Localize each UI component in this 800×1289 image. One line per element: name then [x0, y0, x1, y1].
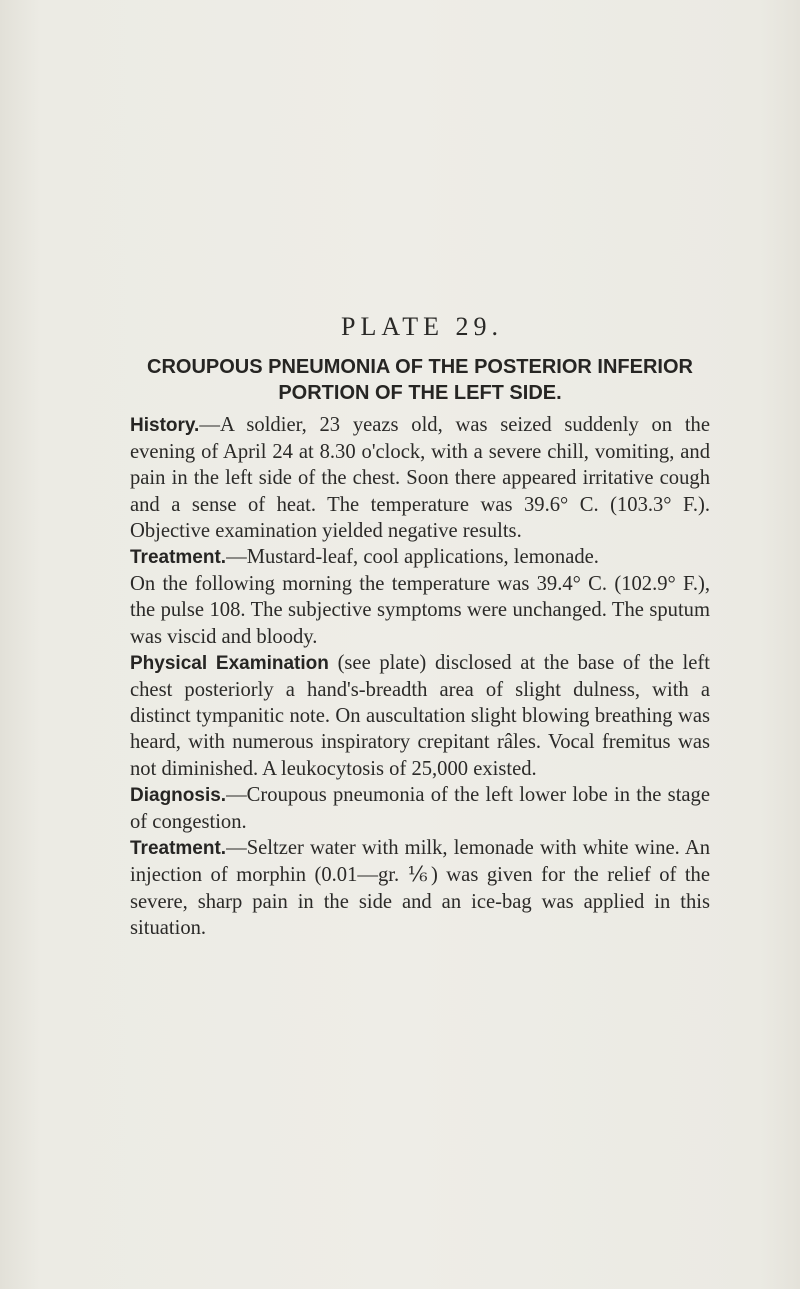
paragraph-diagnosis — [130, 782, 710, 835]
paragraph-text-treatment-2: —Seltzer water with milk, lemonade with white wine. An injection of morphin (0.01—gr. ⅙) was given for the relief of the severe, sharp pain in the side and an ice-bag was applied in this situation. — [130, 837, 710, 939]
paragraph-history — [130, 412, 710, 544]
section-heading-line-2: PORTION OF THE LEFT SIDE. — [278, 382, 562, 404]
section-heading — [130, 354, 710, 406]
paragraph-physical-examination — [130, 650, 710, 782]
paragraph-text-physical-examination: (see plate) disclosed at the base of the left chest posteriorly a hand's-breadth area of slight dulness, with a distinct tympanitic note. On auscultation slight blowing breathing was heard, with numerous inspiratory crepitant râles. Vocal fremitus was not diminished. A leukocytosis of 25,000 existed. — [130, 651, 710, 780]
paragraph-text-treatment-1: —Mustard-leaf, cool applications, lemonade. — [226, 546, 599, 569]
paragraph-lead-physical-examination: Physical Examination — [130, 652, 329, 674]
paragraph-lead-diagnosis: Diagnosis. — [130, 784, 227, 806]
plate-title: PLATE 29. — [341, 312, 503, 341]
section-heading-line-1: CROUPOUS PNEUMONIA OF THE POSTERIOR INFERIOR — [147, 356, 693, 378]
document-body — [130, 312, 710, 941]
paragraph-lead-treatment-1: Treatment. — [130, 547, 227, 569]
paragraph-following-morning — [130, 571, 710, 650]
paragraph-text-diagnosis: —Croupous pneumonia of the left lower lobe in the stage of congestion. — [130, 783, 710, 834]
paragraph-text-following-morning: On the following morning the temperature was 39.4° C. (102.9° F.), the pulse 108. The subjective symptoms were unchanged. The sputum was viscid and bloody. — [130, 573, 710, 648]
paragraph-treatment-2 — [130, 835, 710, 941]
paragraph-text-history: —A soldier, 23 yeazs old, was seized suddenly on the evening of April 24 at 8.30 o'clock, with a severe chill, vomiting, and pain in the left side of the chest. Soon there appeared irritative cough and a sense of heat. The temperature was 39.6° C. (103.3° F.). Objective examination yielded negative results. — [130, 414, 710, 542]
paragraph-lead-treatment-2: Treatment. — [130, 838, 227, 860]
paragraph-lead-history: History. — [130, 415, 200, 436]
paragraph-treatment-1 — [130, 544, 710, 571]
